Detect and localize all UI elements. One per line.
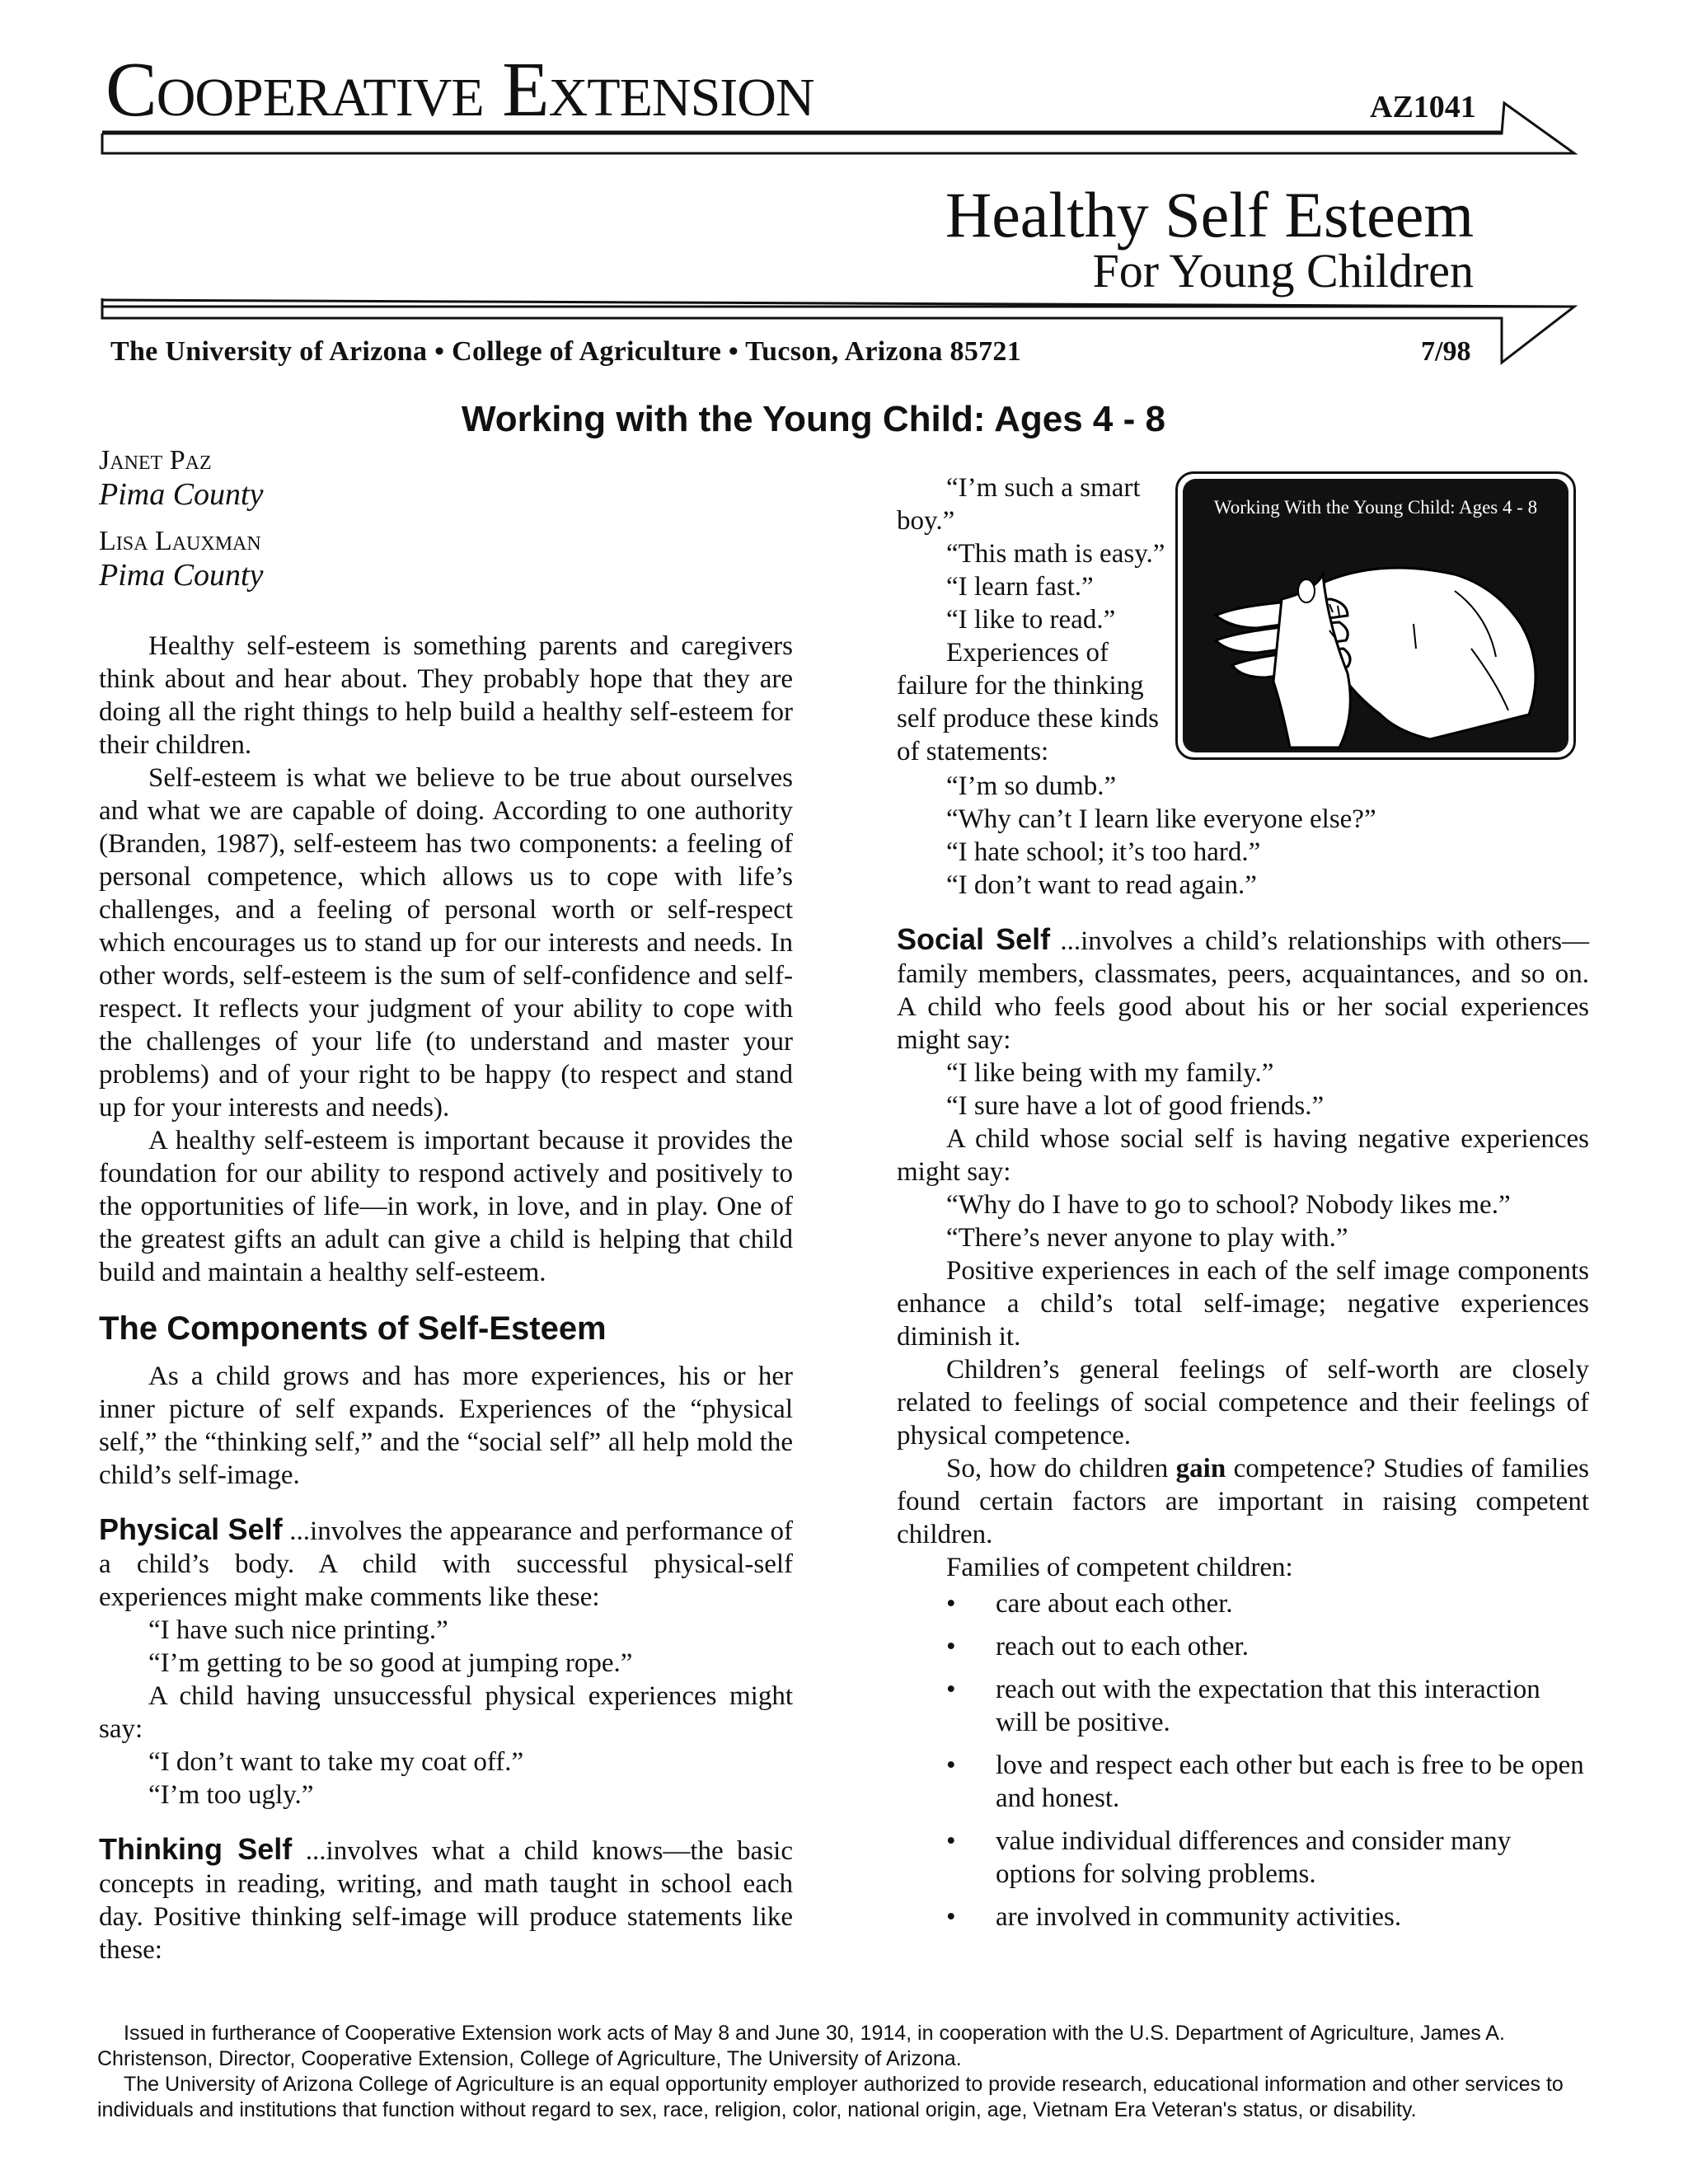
right-column-top bbox=[897, 471, 1169, 768]
paragraph-physical-self bbox=[99, 1513, 793, 1614]
quote: “I like to read.” bbox=[946, 605, 1116, 635]
list-item-text: value individual differences and consider many options for solving problems. bbox=[996, 1826, 1512, 1889]
bullet-icon: • bbox=[946, 1632, 956, 1661]
left-column bbox=[99, 630, 793, 1966]
footer-line: The University of Arizona College of Agriculture is an equal opportunity employer authorized to provide research, educational information and other services to individuals and institutions that function without regard to sex, race, religion, color, national origin, age, Vietnam Era Veteran's status, or disability. bbox=[97, 2073, 1564, 2121]
paragraph: A child having unsuccessful physical experiences might say: bbox=[99, 1681, 793, 1744]
list-item bbox=[897, 1825, 1589, 1891]
bullet-icon: • bbox=[946, 1902, 956, 1932]
list-item bbox=[897, 1673, 1589, 1739]
bullet-icon: • bbox=[946, 1826, 956, 1856]
illustration-panel bbox=[1183, 479, 1568, 752]
paragraph-gain bbox=[897, 1452, 1589, 1551]
author-name: Janet Paz bbox=[99, 445, 212, 476]
list-item-text: care about each other. bbox=[996, 1589, 1233, 1619]
physical-self-lead: Physical Self bbox=[99, 1512, 283, 1546]
university-line: The University of Arizona • College of Agriculture • Tucson, Arizona 85721 bbox=[110, 336, 1022, 367]
paragraph: Children’s general feelings of self-worth are closely related to feelings of social competence and their feelings of physical competence. bbox=[897, 1355, 1589, 1451]
quote: “I hate school; it’s too hard.” bbox=[946, 837, 1261, 867]
quote: “I don’t want to take my coat off.” bbox=[148, 1747, 524, 1777]
list-item-text: love and respect each other but each is free to be open and honest. bbox=[996, 1750, 1584, 1813]
paragraph: Positive experiences in each of the self image components enhance a child’s total self-image; negative experiences diminish it. bbox=[897, 1256, 1589, 1352]
author-name: Lisa Lauxman bbox=[99, 526, 261, 556]
document-title: Healthy Self Esteem bbox=[945, 179, 1474, 251]
families-list bbox=[897, 1587, 1589, 1933]
paragraph-social-self bbox=[897, 923, 1589, 1057]
author-block bbox=[99, 445, 263, 593]
publication-number: AZ1041 bbox=[1370, 90, 1476, 124]
illustration-box bbox=[1175, 471, 1576, 760]
illustration-caption: Working With the Young Child: Ages 4 - 8 bbox=[1213, 497, 1538, 518]
list-item bbox=[897, 1587, 1589, 1620]
paragraph: A healthy self-esteem is important because it provides the foundation for our ability to respond actively and positively to the opportunities of life—in work, in love, and in play. One of the greatest gifts an adult can give a child is helping that child build and maintain a healthy self-esteem. bbox=[99, 1126, 793, 1287]
gain-text-c: competence? Studies of families found certain factors are important in raising competent children. bbox=[897, 1454, 1589, 1549]
paragraph-thinking-self bbox=[99, 1833, 793, 1966]
list-item bbox=[897, 1630, 1589, 1663]
quote: “I like being with my family.” bbox=[946, 1058, 1274, 1088]
quote: “I don’t want to read again.” bbox=[946, 870, 1257, 900]
paragraph: Self-esteem is what we believe to be true about ourselves and what we are capable of doing. According to one authority (Branden, 1987), self-esteem has two components: a feeling of personal competence, which allows us to cope with life’s challenges, and a feeling of personal worth or self-respect which encourages us to stand up for our interests and needs. In other words, self-esteem is the sum of self-confidence and self-respect. It reflects your judgment of your ability to cope with the challenges of your life (to understand and master your problems) and of your right to be happy (to respect and stand up for your interests and needs). bbox=[99, 763, 793, 1122]
gain-text-a: So, how do children bbox=[946, 1454, 1176, 1483]
paragraph: Healthy self-esteem is something parents and caregivers think about and hear about. They probably hope that they are doing all the right things to help build a healthy self-esteem for their children. bbox=[99, 631, 793, 760]
list-item-text: reach out with the expectation that this interaction will be positive. bbox=[996, 1675, 1540, 1737]
paragraph: Families of competent children: bbox=[946, 1553, 1293, 1582]
thinking-self-lead: Thinking Self bbox=[99, 1832, 293, 1866]
hands-illustration bbox=[1183, 525, 1568, 752]
quote: “I sure have a lot of good friends.” bbox=[946, 1091, 1325, 1121]
paragraph: A child whose social self is having negative experiences might say: bbox=[897, 1124, 1589, 1187]
quote: “This math is easy.” bbox=[946, 539, 1165, 569]
social-self-text: ...involves a child’s relationships with others—family members, classmates, peers, acquaintances, and so on. A child who feels good about his or her social experiences might say: bbox=[897, 926, 1589, 1055]
list-item-text: reach out to each other. bbox=[996, 1632, 1249, 1661]
gain-emphasis: gain bbox=[1175, 1454, 1226, 1483]
footer bbox=[97, 2021, 1589, 2123]
paragraph: Experiences of failure for the thinking self produce these kinds of statements: bbox=[897, 638, 1159, 766]
bullet-icon: • bbox=[946, 1750, 956, 1780]
quote: “I’m so dumb.” bbox=[946, 771, 1117, 801]
physical-self-text: ...involves the appearance and performance of a child’s body. A child with successful physical-self experiences might make comments like these: bbox=[99, 1516, 794, 1612]
quote: “I learn fast.” bbox=[946, 572, 1094, 602]
right-column bbox=[897, 770, 1589, 1943]
document-subtitle: For Young Children bbox=[1092, 244, 1474, 298]
masthead-title: Cooperative Extension bbox=[106, 47, 814, 133]
bullet-icon: • bbox=[946, 1675, 956, 1704]
bullet-icon: • bbox=[946, 1589, 956, 1619]
list-item-text: are involved in community activities. bbox=[996, 1902, 1402, 1932]
paragraph: As a child grows and has more experiences, his or her inner picture of self expands. Experiences of the “physical self,” the “thinking self,” and the “social self” all help mold the child’s self-image. bbox=[99, 1361, 793, 1490]
author-county: Pima County bbox=[99, 558, 264, 593]
quote: “Why can’t I learn like everyone else?” bbox=[946, 804, 1376, 834]
list-item bbox=[897, 1900, 1589, 1933]
quote: “There’s never anyone to play with.” bbox=[946, 1223, 1348, 1253]
quote: “I’m too ugly.” bbox=[148, 1780, 314, 1810]
footer-line: Issued in furtherance of Cooperative Extension work acts of May 8 and June 30, 1914, in cooperation with the U.S. Department of Agriculture, James A. Christenson, Director, Cooperative Extension, College of Agriculture, The University of Arizona. bbox=[97, 2022, 1505, 2070]
quote: “I’m getting to be so good at jumping rope.” bbox=[148, 1648, 633, 1678]
thinking-self-text: ...involves what a child knows—the basic concepts in reading, writing, and math taught in school each day. Positive thinking self-image will produce statements like these: bbox=[99, 1836, 793, 1965]
components-heading: The Components of Self-Esteem bbox=[99, 1310, 607, 1347]
list-item bbox=[897, 1749, 1589, 1815]
quote: “I’m such a smart boy.” bbox=[897, 473, 1141, 536]
section-heading: Working with the Young Child: Ages 4 - 8 bbox=[462, 399, 1165, 439]
quote: “I have such nice printing.” bbox=[148, 1615, 448, 1645]
social-self-lead: Social Self bbox=[897, 922, 1051, 956]
issue-date: 7/98 bbox=[1421, 336, 1471, 367]
author-county: Pima County bbox=[99, 477, 264, 512]
quote: “Why do I have to go to school? Nobody likes me.” bbox=[946, 1190, 1511, 1220]
